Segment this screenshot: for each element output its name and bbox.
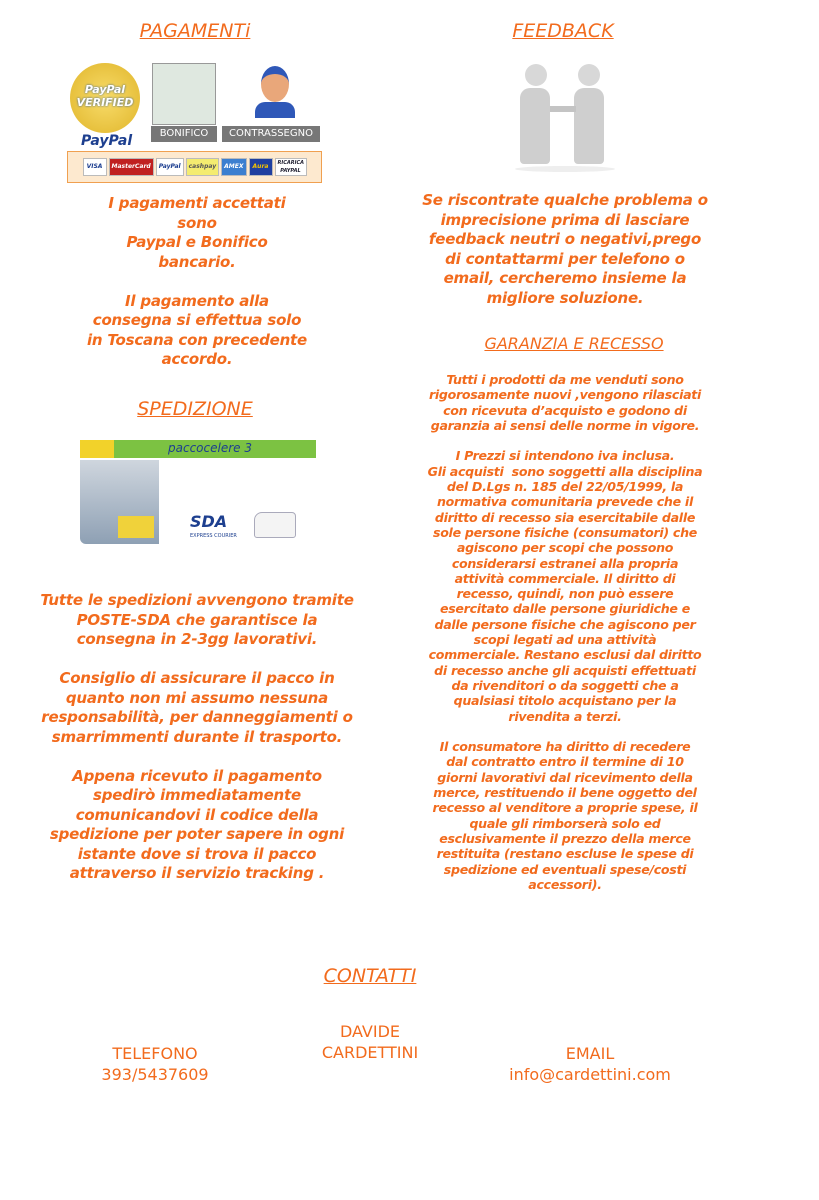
warranty-text: Tutti i prodotti da me venduti sono rigorosamente nuovi ,vengono rilasciati con ricevuta d’acquisto e godono di garanzia ai sensi delle norme in vigore. I Prezzi si intendono iva inclusa. Gli acquisti sono soggetti alla disciplina del D.Lgs n. 185 del 22/05/1999, la normativa comunitaria prevede che il diritto di recesso sia esercitabile dalle sole persone fisiche (consumatori) che agiscono per scopi che possono considerarsi estranei alla propria attività commerciale. Il diritto di recesso, quindi, non può essere esercitato dalle persone giuridiche e dalle persone fisiche che agiscono per scopi legati ad una attività commerciale. Restano esclusi dal diritto di recesso anche gli acquisti effettuati da rivenditori o da soggetti che a qualsiasi titolo acquistano per la rivendita a terzi. Il consumatore ha diritto di recedere dal contratto entro il termine di 10 giorni lavorativi dal ricevimento della merce, restituendo il bene oggetto del recesso al venditore a proprie spese, il quale gli rimborserà solo ed esclusivamente il prezzo della merce restituita (restano escluse le spese di spedizione ed eventuali spese/costi accessori).	[427, 372, 703, 892]
bonifico-label: BONIFICO	[151, 126, 217, 142]
payments-title: PAGAMENTi	[139, 20, 251, 42]
courier-icon	[252, 62, 298, 120]
shipping-title: SPEDIZIONE	[137, 398, 253, 420]
courier-photo	[80, 460, 159, 544]
sda-logo: SDA	[190, 512, 228, 531]
contacts-title: CONTATTI	[323, 965, 417, 987]
payments-text: I pagamenti accettati sono Paypal e Bonifico bancario. Il pagamento alla consegna si effettua solo in Toscana con precedente accordo.	[86, 194, 307, 368]
feedback-title: FEEDBACK	[512, 20, 614, 42]
paccocelere-banner	[80, 440, 316, 458]
card-logos	[67, 151, 322, 183]
van-icon	[254, 512, 296, 538]
ricarica-paypal-logo: RICARICA PAYPAL	[275, 158, 307, 176]
payment-methods-image	[67, 60, 322, 182]
feedback-text: Se riscontrate qualche problema o imprecisione prima di lasciare feedback neutri o negativi,prego di contattarmi per telefono o email, cercheremo insieme la migliore soluzione.	[422, 191, 708, 307]
handshake-figures-icon	[510, 60, 620, 172]
shipping-image	[80, 440, 316, 544]
aura-logo: Aura	[249, 158, 273, 176]
phone-number[interactable]: 393/5437609	[101, 1065, 209, 1084]
paccocelere-text: paccocelere 3	[168, 441, 252, 455]
email-label: EMAIL	[565, 1044, 615, 1063]
contrassegno-label: CONTRASSEGNO	[222, 126, 320, 142]
visa-logo: VISA	[83, 158, 107, 176]
mastercard-logo: MasterCard	[109, 158, 154, 176]
phone-label: TELEFONO	[112, 1044, 198, 1063]
cashpay-logo: cashpay	[186, 158, 220, 176]
warranty-title: GARANZIA E RECESSO	[484, 334, 664, 353]
verified-badge-text: PayPal VERIFIED	[76, 83, 134, 109]
paypal-logo: PayPal	[81, 133, 133, 149]
email-link[interactable]: info@cardettini.com	[509, 1065, 671, 1084]
bank-illustration	[152, 63, 216, 125]
contact-name: DAVIDE CARDETTINI	[321, 1022, 419, 1062]
paypal-verified-badge	[70, 63, 140, 133]
paypal-card-logo: PayPal	[156, 158, 184, 176]
amex-logo: AMEX	[221, 158, 246, 176]
shipping-text: Tutte le spedizioni avvengono tramite POSTE-SDA che garantisce la consegna in 2-3gg lavorativi. Consiglio di assicurare il pacco in quanto non mi assumo nessuna responsabilità, per danneggiamenti o smarrimmenti durante il trasporto. Appena ricevuto il pagamento spedirò immediatamente comunicandovi il codice della spedizione per poter sapere in ogni istante dove si trova il pacco attraverso il servizio tracking .	[40, 591, 354, 882]
sda-logo-sub: EXPRESS COURIER	[190, 533, 237, 539]
